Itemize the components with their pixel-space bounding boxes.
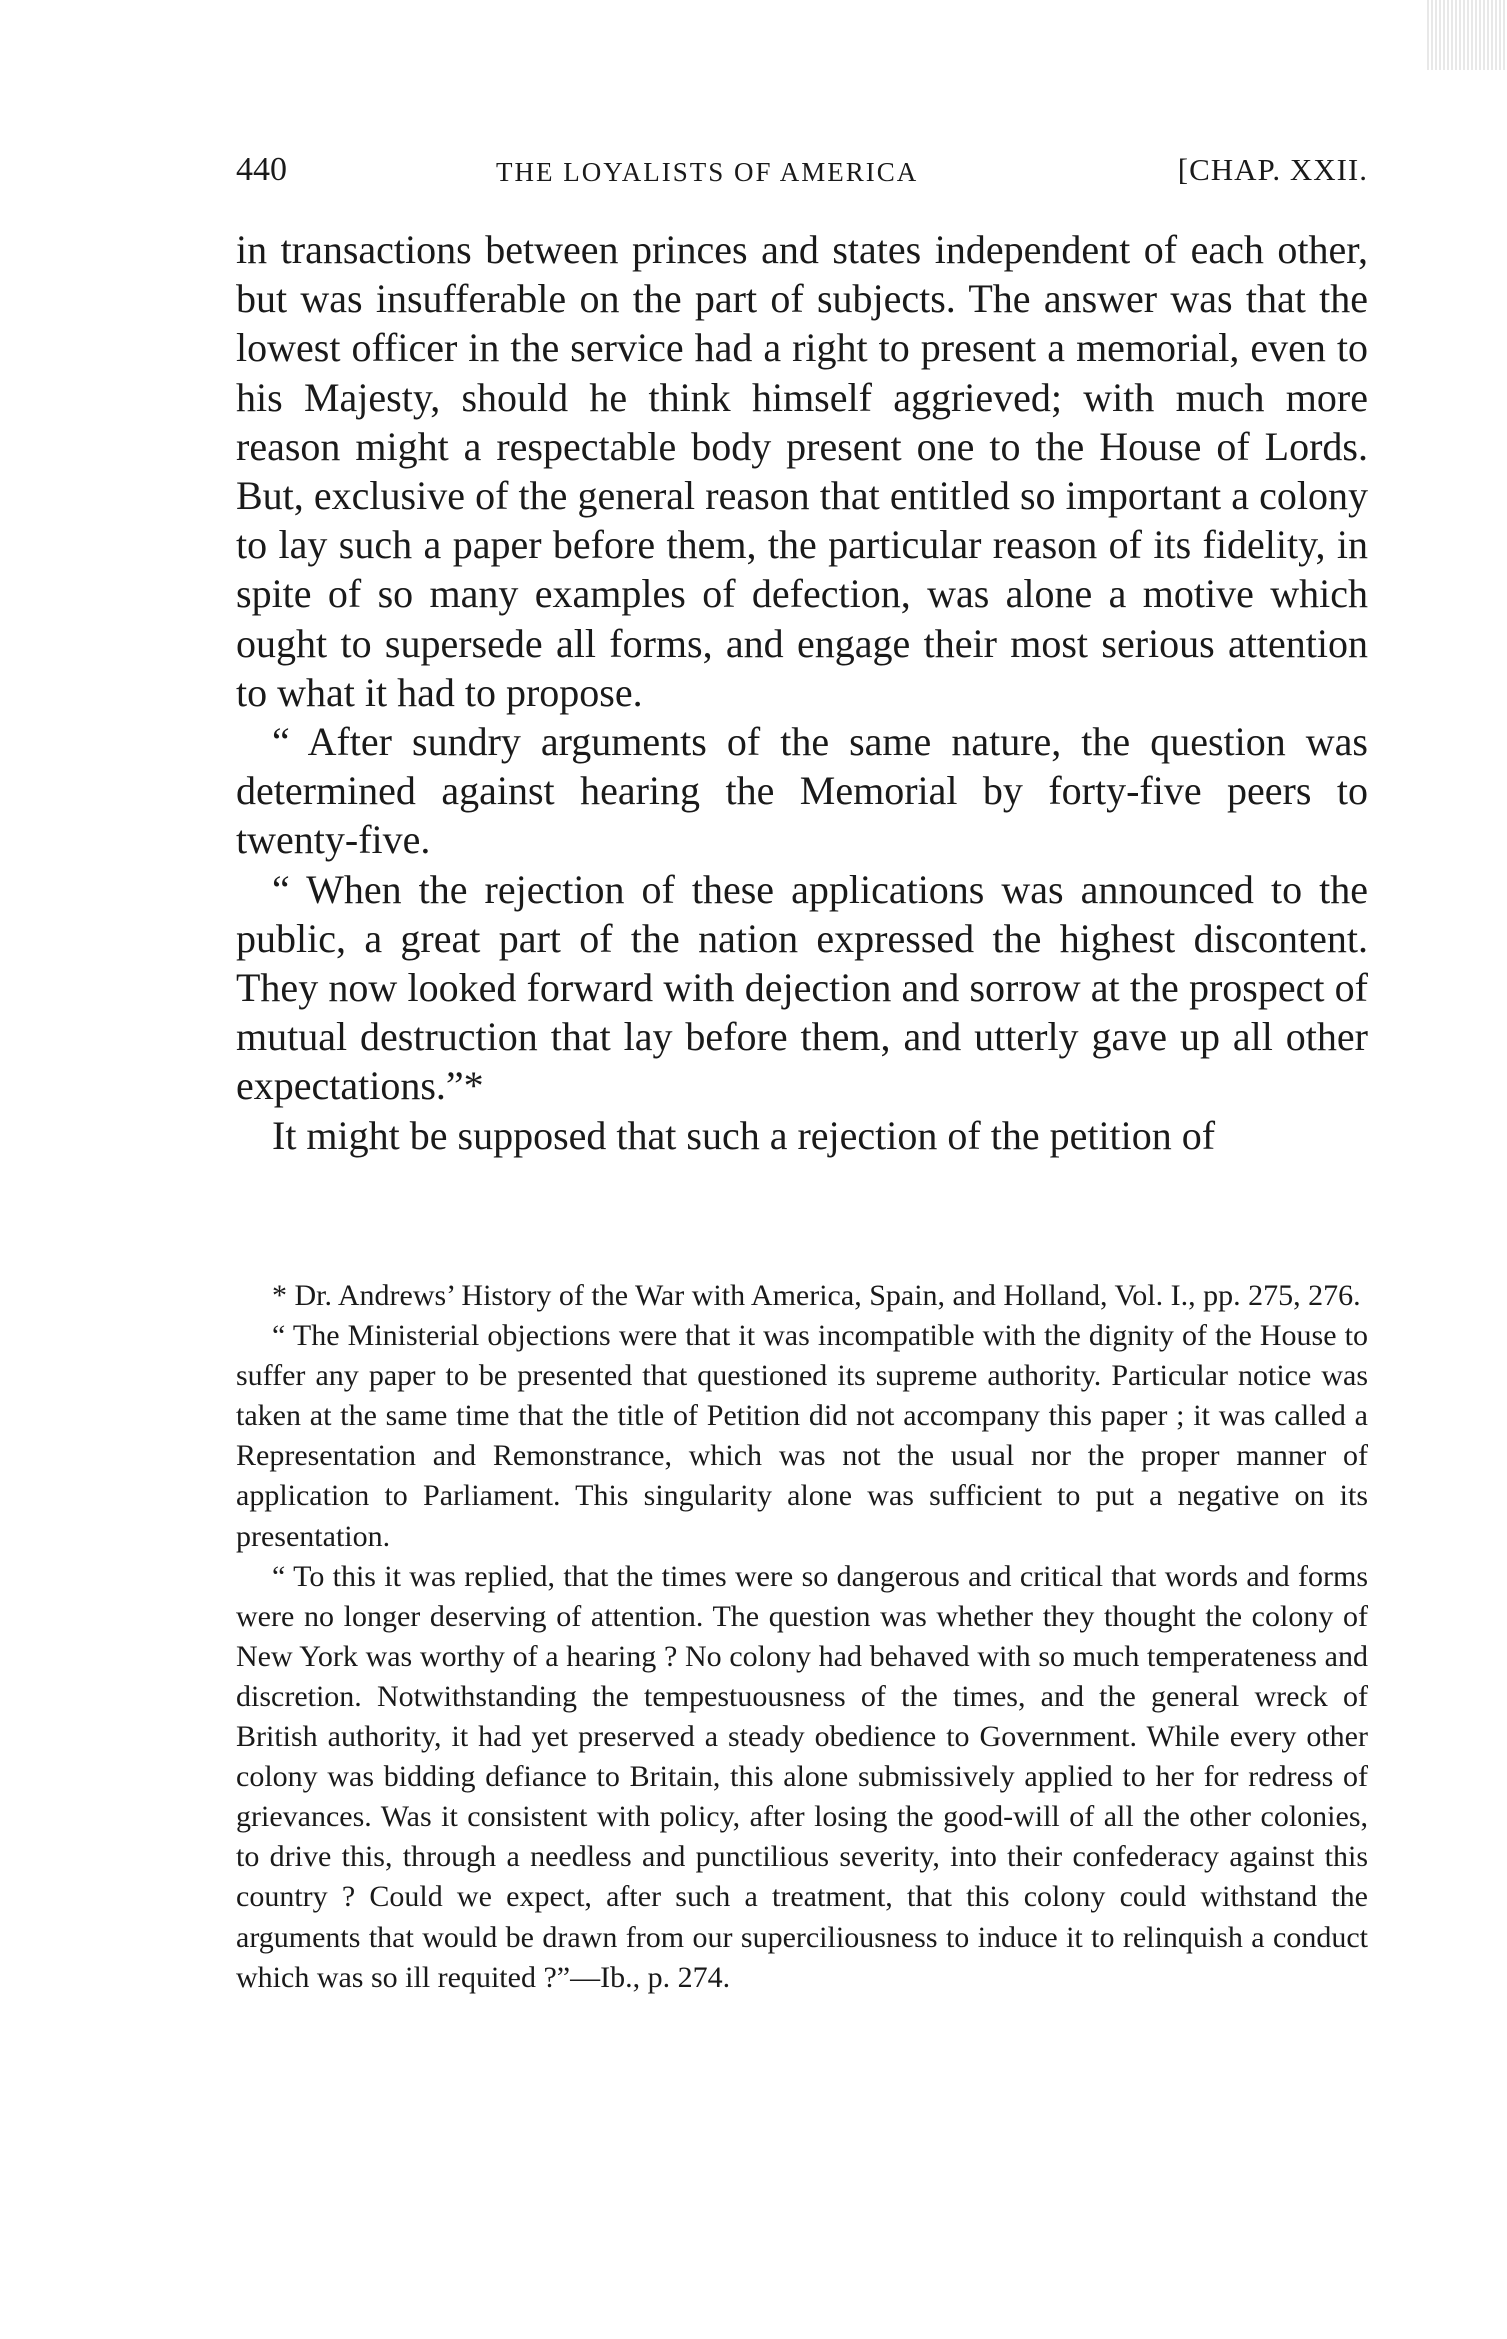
- footnote: “ The Ministerial objections were that it was incompatible with the dignity of the House to suffer any paper to be presented that questioned its supreme authority. Particular notice was taken at the same time that the title of Petition did not accompany this paper ; it was called a Representation and Remonstrance, which was not the usual nor the proper manner of application to Parliament. This singularity alone was sufficient to put a negative on its presentation.: [236, 1319, 1368, 1553]
- chapter-label: [CHAP. XXII.: [1177, 152, 1368, 187]
- footnotes: [236, 1276, 1368, 1998]
- footnote: * Dr. Andrews’ History of the War with America, Spain, and Holland, Vol. I., pp. 275, 276.: [272, 1279, 1361, 1312]
- running-title: THE LOYALISTS OF AMERICA: [496, 157, 919, 187]
- paragraph: “ After sundry arguments of the same nature, the question was determined against hearing the Memorial by forty-five peers to twenty-five.: [236, 719, 1368, 863]
- paragraph: It might be supposed that such a rejection of the petition of: [272, 1112, 1216, 1158]
- footnote: “ To this it was replied, that the times were so dangerous and critical that words and forms were no longer deserving of attention. The question was whether they thought the colony of New York was worthy of a hearing ? No colony had behaved with so much temperateness and discretion. Notwithstanding the tempestuousness of the times, and the general wreck of British authority, it had yet preserved a steady obedience to Government. While every other colony was bidding defiance to Britain, this alone submissively applied to her for redress of grievances. Was it consistent with policy, after losing the good-will of all the other colonies, to drive this, through a needless and punctilious severity, into their confederacy against this country ? Could we expect, after such a treatment, that this colony could withstand the arguments that would be drawn from our superciliousness to induce it to relinquish a conduct which was so ill requited ?”—Ib., p. 274.: [236, 1559, 1368, 1994]
- paragraph: “ When the rejection of these applications was announced to the public, a great part of the nation expressed the highest discontent. They now looked forward with dejection and sorrow at the prospect of mutual destruction that lay before them, and utterly gave up all other expectations.”*: [236, 866, 1368, 1109]
- page-header: [236, 150, 1368, 190]
- main-text: [236, 225, 1368, 1160]
- page-number: 440: [236, 151, 287, 188]
- scan-artifact: [1427, 0, 1507, 70]
- paragraph: in transactions between princes and states independent of each other, but was insufferable on the part of subjects. The answer was that the lowest officer in the service had a right to present a memorial, even to his Majesty, should he think himself aggrieved; with much more reason might a respectable body present one to the House of Lords. But, exclusive of the general reason that entitled so important a colony to lay such a paper before them, the particular reason of its fidelity, in spite of so many examples of defection, was alone a motive which ought to supersede all forms, and engage their most serious attention to what it had to propose.: [236, 227, 1368, 715]
